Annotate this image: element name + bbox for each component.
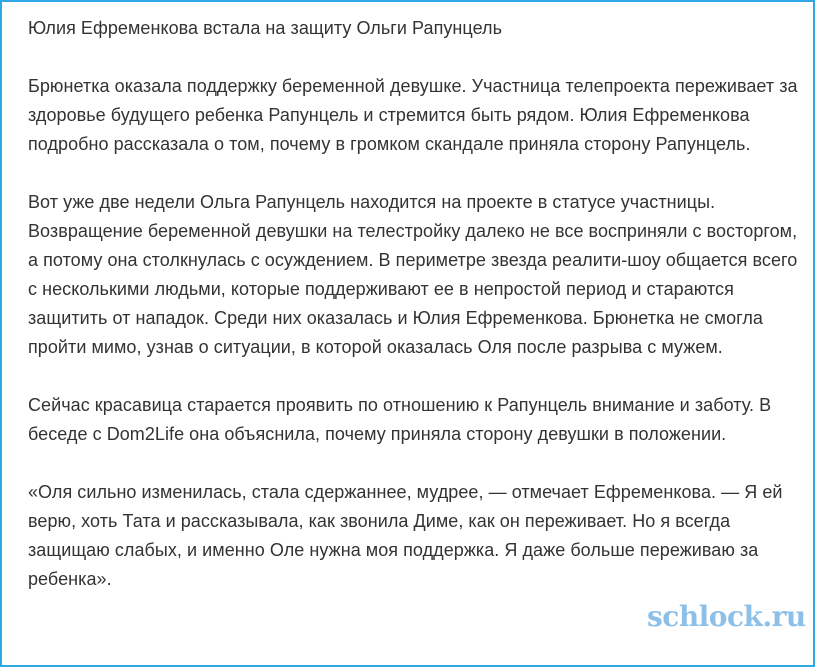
article-paragraph-3: Сейчас красавица старается проявить по отношению к Рапунцель внимание и заботу. В беседе с Dom2Life она объяснила, почему приняла сторону девушки в положении. bbox=[28, 395, 772, 444]
site-watermark: schlock.ru bbox=[647, 600, 806, 633]
article-body bbox=[28, 14, 798, 623]
article-title: Юлия Ефременкова встала на защиту Ольги Рапунцель bbox=[28, 18, 503, 38]
article-paragraph-1: Брюнетка оказала поддержку беременной девушке. Участница телепроекта переживает за здоровье будущего ребенка Рапунцель и стремится быть рядом. Юлия Ефременкова подробно рассказала о том, почему в громком скандале приняла сторону Рапунцель. bbox=[28, 76, 798, 154]
article-quote-paragraph: «Оля сильно изменилась, стала сдержаннее, мудрее, — отмечает Ефременкова. — Я ей верю, хоть Тата и рассказывала, как звонила Диме, как он переживает. Но я всегда защищаю слабых, и именно Оле нужна моя поддержка. Я даже больше переживаю за ребенка». bbox=[28, 482, 783, 589]
article-paragraph-2: Вот уже две недели Ольга Рапунцель находится на проекте в статусе участницы. Возвращение беременной девушки на телестройку далеко не все восприняли с восторгом, а потому она столкнулась с осуждением. В периметре звезда реалити-шоу общается всего с несколькими людьми, которые поддерживают ее в непростой период и стараются защитить от нападок. Среди них оказалась и Юлия Ефременкова. Брюнетка не смогла пройти мимо, узнав о ситуации, в которой оказалась Оля после разрыва с мужем. bbox=[28, 192, 798, 357]
